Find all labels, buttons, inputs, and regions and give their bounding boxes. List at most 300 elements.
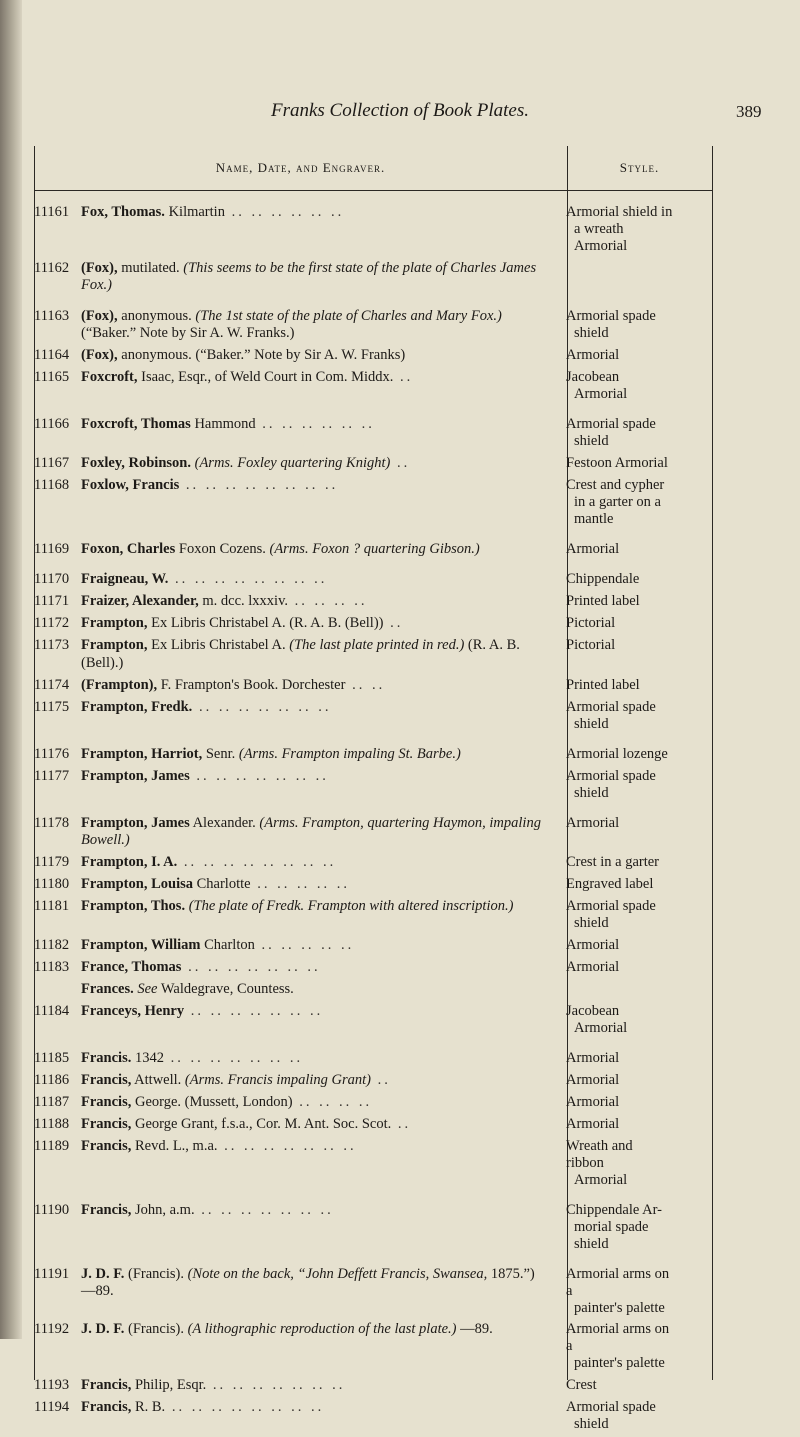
entry-description	[81, 1266, 549, 1317]
table-row	[34, 854, 790, 872]
column-header-style: Style.	[619, 160, 660, 175]
entry-name: Frampton, James	[81, 814, 190, 831]
entry-description	[81, 1003, 549, 1037]
leader-dots: .. .. .. .. .. .. ..	[217, 1137, 357, 1154]
style-line: Armorial	[566, 1115, 620, 1132]
entry-style	[549, 1399, 674, 1433]
entry-text: Ex Libris Christabel A. (R. A. B. (Bell))	[147, 615, 384, 631]
entry-number	[34, 981, 81, 999]
entry-style	[549, 455, 674, 473]
entry-note: (Arms. Frampton, quartering Haymon, impaling Bowell.)	[81, 814, 541, 848]
entry-description	[81, 593, 549, 611]
entry-style	[549, 308, 674, 343]
leader-dots: .. .. .. .. .. .. ..	[189, 767, 329, 784]
entry-number: 11162	[34, 259, 70, 276]
entry-description	[81, 898, 549, 932]
entry-number: 11172	[34, 615, 70, 631]
entry-style	[549, 615, 674, 633]
entry-text: m. dcc. lxxxiv.	[198, 593, 288, 609]
entry-name: J. D. F.	[81, 1265, 125, 1282]
entry-style	[549, 937, 674, 955]
style-line: Jacobean	[566, 1002, 620, 1019]
style-line: Armorial	[566, 347, 620, 363]
entry-style	[549, 260, 674, 295]
entry-description	[81, 1050, 549, 1068]
style-line: Wreath and ribbon	[566, 1137, 633, 1171]
entry-description	[81, 959, 549, 977]
table-row	[34, 593, 790, 611]
style-line: Armorial lozenge	[566, 745, 668, 762]
entry-note: (Note on the back, “John Deffett Francis, Swansea,	[187, 1265, 488, 1282]
style-line: Printed label	[566, 676, 640, 693]
entry-text: John, a.m.	[131, 1201, 195, 1218]
style-line: Chippendale	[566, 571, 640, 587]
entry-number: 11170	[34, 571, 70, 587]
table-row	[34, 699, 790, 733]
entry-rest: 1875.”) —89.	[81, 1265, 535, 1299]
entry-text: Attwell.	[131, 1071, 185, 1088]
entry-number: 11184	[34, 1002, 70, 1019]
entry-description	[81, 615, 549, 633]
table-row	[34, 204, 790, 255]
entry-text: George. (Mussett, London)	[131, 1093, 293, 1110]
style-line: Armorial	[574, 238, 628, 254]
entry-number: 11177	[34, 767, 70, 784]
entry-description	[81, 876, 549, 894]
entry-text: Philip, Esqr.	[131, 1376, 207, 1393]
entry-number: 11180	[34, 876, 70, 892]
entry-text: Hammond	[190, 416, 256, 432]
leader-dots: .. .. .. .. .. .. .. ..	[179, 476, 339, 493]
entry-description	[81, 637, 549, 672]
entry-style	[549, 593, 674, 611]
entry-text: George Grant, f.s.a., Cor. M. Ant. Soc. Scot.	[131, 1115, 392, 1132]
entry-name: Foxley, Robinson.	[81, 454, 191, 471]
leader-dots: ..	[393, 369, 414, 385]
header-rule-left	[34, 190, 567, 191]
leader-dots: .. .. .. ..	[288, 593, 368, 609]
entry-style	[549, 981, 674, 999]
entry-style	[549, 1266, 674, 1317]
entry-number: 11194	[34, 1398, 70, 1415]
style-line: in a garter on a	[574, 493, 661, 510]
entry-style	[549, 541, 674, 559]
entry-number: 11181	[34, 898, 70, 914]
entry-name: Frampton, Louisa	[81, 876, 193, 892]
table-row	[34, 815, 790, 850]
entry-name: (Fox),	[81, 347, 118, 363]
style-line: mantle	[574, 510, 614, 527]
entry-style	[549, 854, 674, 872]
leader-dots: .. .. .. .. .. .. .. ..	[177, 854, 337, 870]
entry-number: 11189	[34, 1137, 70, 1154]
entry-text: Senr.	[202, 745, 239, 762]
style-line: Armorial	[574, 1019, 628, 1036]
entry-description	[81, 571, 549, 589]
entry-style	[549, 477, 674, 528]
table-row	[34, 981, 790, 999]
entry-description	[81, 1202, 549, 1253]
leader-dots: .. .. .. .. .. .. ..	[194, 1201, 334, 1218]
entry-description	[81, 768, 549, 802]
table-row	[34, 1377, 790, 1395]
entry-name: Francis,	[81, 1376, 132, 1393]
entry-number: 11182	[34, 936, 70, 953]
entry-number: 11166	[34, 416, 70, 432]
entry-name: (Fox),	[81, 259, 118, 276]
entry-rest: Waldegrave, Countess.	[157, 980, 294, 997]
leader-dots: .. .. .. .. .. .. ..	[206, 1376, 346, 1393]
entry-note: (Arms. Francis impaling Grant)	[184, 1071, 372, 1088]
entry-name: Frampton,	[81, 615, 148, 631]
entry-number: 11190	[34, 1201, 70, 1218]
entry-description	[81, 854, 549, 872]
entry-note: (The last plate printed in red.)	[289, 637, 465, 653]
entry-description	[81, 347, 549, 365]
entry-number: 11191	[34, 1265, 70, 1282]
entry-description	[81, 541, 549, 559]
entry-number: 11164	[34, 347, 70, 363]
entry-style	[549, 699, 674, 733]
table-row	[34, 369, 790, 403]
entry-name: Francis,	[81, 1201, 132, 1218]
entry-style	[549, 1003, 674, 1037]
entry-name: J. D. F.	[81, 1321, 125, 1337]
style-line: shield	[574, 915, 609, 931]
entry-text: (Francis).	[124, 1321, 188, 1337]
entry-note: See	[137, 980, 158, 997]
table-row	[34, 308, 790, 343]
leader-dots: .. .. .. ..	[292, 1093, 373, 1110]
style-line: Armorial arms on a	[566, 1321, 670, 1354]
entry-name: France, Thomas	[81, 958, 182, 975]
style-line: Armorial	[566, 936, 620, 953]
table-row	[34, 1321, 790, 1372]
entry-text: anonymous. (“Baker.” Note by Sir A. W. Franks)	[117, 347, 406, 363]
entry-name: Frances.	[81, 980, 134, 997]
entry-style	[549, 571, 674, 589]
leader-dots: ..	[390, 454, 411, 471]
style-line: Armorial	[566, 1049, 620, 1066]
table-row	[34, 260, 790, 295]
entry-text: Charlotte	[193, 876, 251, 892]
entry-style	[549, 898, 674, 932]
table-row	[34, 1003, 790, 1037]
entry-number: 11173	[34, 637, 70, 653]
entry-text: Revd. L., m.a.	[131, 1137, 218, 1154]
entry-number: 11175	[34, 698, 70, 715]
leader-dots: .. .. .. .. .. .. .. ..	[168, 571, 328, 587]
leader-dots: ..	[391, 1115, 412, 1132]
entry-description	[81, 699, 549, 733]
style-line: a wreath	[574, 221, 624, 237]
table-row	[34, 898, 790, 932]
style-line: shield	[574, 784, 609, 801]
entry-name: Frampton,	[81, 637, 148, 653]
entry-number: 11187	[34, 1093, 70, 1110]
style-line: shield	[574, 433, 609, 449]
entry-rest: —89.	[456, 1321, 493, 1337]
entry-text: 1342	[131, 1049, 164, 1066]
entry-text: Charlton	[200, 936, 255, 953]
entry-name: Frampton, William	[81, 936, 201, 953]
entry-text: anonymous.	[117, 307, 196, 324]
entry-number: 11176	[34, 745, 70, 762]
entry-text: Isaac, Esqr., of Weld Court in Com. Middx.	[137, 369, 394, 385]
style-line: Armorial	[566, 540, 620, 557]
style-line: Festoon Armorial	[566, 454, 668, 471]
style-line: Armorial	[566, 958, 620, 975]
entry-number: 11192	[34, 1321, 70, 1337]
entry-style	[549, 1050, 674, 1068]
entry-number: 11188	[34, 1115, 70, 1132]
entry-note: (Arms. Foxon ? quartering Gibson.)	[269, 540, 480, 557]
entry-note: (The 1st state of the plate of Charles and Mary Fox.)	[195, 307, 502, 324]
entry-description	[81, 1094, 549, 1112]
entry-note: (This seems to be the first state of the plate of Charles James Fox.)	[81, 259, 537, 293]
leader-dots: .. .. .. .. .. .. ..	[163, 1049, 304, 1066]
style-line: Armorial	[566, 1071, 620, 1088]
entry-description	[81, 204, 549, 255]
entry-style	[549, 416, 674, 450]
entry-style	[549, 637, 674, 672]
table-row	[34, 1050, 790, 1068]
style-line: Chippendale Ar-	[566, 1201, 662, 1218]
entry-number: 11178	[34, 814, 70, 831]
style-line: Pictorial	[566, 615, 616, 631]
style-line: Armorial spade	[566, 1398, 656, 1415]
entry-number: 11193	[34, 1376, 70, 1393]
style-line: Armorial spade	[566, 307, 656, 324]
leader-dots: .. .. .. .. .. .. ..	[192, 698, 332, 715]
entry-description	[81, 677, 549, 695]
book-spine-shadow	[0, 0, 22, 1339]
style-line: Crest in a garter	[566, 854, 660, 870]
entry-style	[549, 1072, 674, 1090]
entry-description	[81, 455, 549, 473]
style-line: Crest	[566, 1376, 597, 1393]
entry-text: Kilmartin	[164, 204, 225, 220]
entry-number: 11165	[34, 369, 70, 385]
entry-description	[81, 937, 549, 955]
entry-description	[81, 1399, 549, 1433]
style-line: painter's palette	[574, 1299, 665, 1316]
header-rule-right	[567, 190, 712, 191]
style-line: Armorial arms on a	[566, 1265, 670, 1299]
style-line: Armorial	[566, 1093, 620, 1110]
entry-number: 11179	[34, 854, 70, 870]
leader-dots: .. .. .. .. .. .. ..	[181, 958, 321, 975]
entry-description	[81, 1138, 549, 1189]
table-row	[34, 477, 790, 528]
entry-description	[81, 1116, 549, 1134]
leader-dots: .. ..	[345, 676, 386, 693]
style-line: Armorial spade	[566, 416, 656, 432]
entry-text: F. Frampton's Book. Dorchester	[157, 676, 346, 693]
style-line: shield	[574, 1235, 609, 1252]
entry-number: 11185	[34, 1049, 70, 1066]
entry-name: Francis,	[81, 1093, 132, 1110]
entry-style	[549, 815, 674, 850]
entry-note: (Arms. Foxley quartering Knight)	[194, 454, 391, 471]
table-row	[34, 768, 790, 802]
page-number: 389	[736, 102, 762, 121]
entry-number: 11163	[34, 307, 70, 324]
entry-style	[549, 1138, 674, 1189]
running-header	[0, 100, 800, 130]
entry-style	[549, 959, 674, 977]
entry-style	[549, 876, 674, 894]
entry-number: 11167	[34, 454, 70, 471]
entry-number: 11174	[34, 676, 70, 693]
leader-dots: .. .. .. .. .. ..	[224, 204, 345, 220]
entry-text: mutilated.	[117, 259, 184, 276]
style-line: Armorial spade	[566, 767, 656, 784]
entry-style	[549, 347, 674, 365]
entry-description	[81, 1072, 549, 1090]
style-line: painter's palette	[574, 1355, 665, 1371]
entry-text: (Francis).	[124, 1265, 188, 1282]
entry-rest: (“Baker.” Note by Sir A. W. Franks.)	[81, 325, 295, 341]
style-line: Armorial shield in	[566, 204, 673, 220]
entry-style	[549, 677, 674, 695]
entry-style	[549, 1377, 674, 1395]
entry-name: Francis,	[81, 1071, 132, 1088]
table-row	[34, 959, 790, 977]
entry-number: 11186	[34, 1071, 70, 1088]
table-row	[34, 1094, 790, 1112]
entry-style	[549, 1202, 674, 1253]
entry-note: (Arms. Frampton impaling St. Barbe.)	[238, 745, 461, 762]
table-row	[34, 416, 790, 450]
style-line: shield	[574, 715, 609, 732]
table-row	[34, 937, 790, 955]
entry-style	[549, 768, 674, 802]
entry-name: Frampton, Harriot,	[81, 745, 203, 762]
entry-description	[81, 260, 549, 295]
style-line: Printed label	[566, 593, 640, 609]
entry-name: Francis.	[81, 1049, 132, 1066]
style-line: shield	[574, 324, 609, 341]
entry-text: R. B.	[131, 1398, 166, 1415]
entry-name: Fraigneau, W.	[81, 571, 169, 587]
leader-dots: .. .. .. .. ..	[250, 876, 350, 892]
leader-dots: .. .. .. .. .. .. .. ..	[165, 1398, 325, 1415]
entry-description	[81, 981, 549, 999]
entry-note: (The plate of Fredk. Frampton with altered inscription.)	[188, 898, 514, 914]
entry-note: (A lithographic reproduction of the last plate.)	[187, 1321, 457, 1337]
entry-name: Francis,	[81, 1115, 132, 1132]
leader-dots: .. .. .. .. ..	[254, 936, 355, 953]
table-row	[34, 347, 790, 365]
style-line: Armorial	[574, 386, 628, 402]
style-line: Armorial spade	[566, 898, 656, 914]
entry-text: Ex Libris Christabel A.	[147, 637, 290, 653]
leader-dots: ..	[371, 1071, 391, 1088]
entry-number: 11171	[34, 593, 70, 609]
entry-name: (Frampton),	[81, 676, 158, 693]
table-row	[34, 746, 790, 764]
table-row	[34, 1202, 790, 1253]
entry-style	[549, 1094, 674, 1112]
style-line: morial spade	[574, 1218, 649, 1235]
entry-name: Frampton, Fredk.	[81, 698, 193, 715]
entry-name: Frampton, James	[81, 767, 190, 784]
style-line: Armorial	[566, 814, 620, 831]
style-line: Engraved label	[566, 876, 654, 892]
table-row	[34, 677, 790, 695]
entry-name: (Fox),	[81, 307, 118, 324]
entry-number: 11169	[34, 540, 70, 557]
table-row	[34, 615, 790, 633]
entry-name: Foxlow, Francis	[81, 476, 180, 493]
leader-dots: ..	[383, 615, 404, 631]
entry-name: Frampton, Thos.	[81, 898, 186, 914]
style-line: Crest and cypher	[566, 476, 665, 493]
leader-dots: .. .. .. .. .. .. ..	[184, 1002, 324, 1019]
table-row	[34, 1399, 790, 1433]
entry-description	[81, 308, 549, 343]
table-row	[34, 1116, 790, 1134]
style-line: Pictorial	[566, 637, 616, 653]
entry-description	[81, 416, 549, 450]
table-row	[34, 1266, 790, 1317]
running-title: Franks Collection of Book Plates.	[270, 100, 530, 121]
table-row	[34, 637, 790, 672]
entry-style	[549, 1321, 674, 1372]
entry-name: Francis,	[81, 1137, 132, 1154]
entry-rest: (R. A. B. (Bell).)	[81, 637, 520, 671]
table-row	[34, 571, 790, 589]
entry-name: Fox, Thomas.	[81, 204, 165, 220]
entry-text: Foxon Cozens.	[175, 540, 270, 557]
entry-description	[81, 815, 549, 850]
leader-dots: .. .. .. .. .. ..	[255, 416, 375, 432]
table-row	[34, 1072, 790, 1090]
entry-name: Frampton, I. A.	[81, 854, 178, 870]
entry-number: 11168	[34, 476, 70, 493]
entry-description	[81, 746, 549, 764]
entry-name: Foxcroft,	[81, 369, 138, 385]
entry-name: Francis,	[81, 1398, 132, 1415]
entry-style	[549, 1116, 674, 1134]
style-line: Jacobean	[566, 369, 620, 385]
style-line: shield	[574, 1415, 609, 1432]
style-line: Armorial spade	[566, 698, 656, 715]
entry-name: Fraizer, Alexander,	[81, 593, 199, 609]
column-header-name: Name, Date, and Engraver.	[215, 160, 386, 175]
entry-style	[549, 204, 674, 255]
table-row	[34, 1138, 790, 1189]
entry-text: Alexander.	[189, 814, 260, 831]
entry-name: Foxon, Charles	[81, 540, 176, 557]
table-row	[34, 541, 790, 559]
style-line: Armorial	[574, 1171, 628, 1188]
table-row	[34, 455, 790, 473]
entry-list	[34, 204, 790, 1437]
entry-name: Franceys, Henry	[81, 1002, 185, 1019]
entry-style	[549, 369, 674, 403]
table-row	[34, 876, 790, 894]
entry-number: 11161	[34, 204, 70, 220]
entry-name: Foxcroft, Thomas	[81, 416, 191, 432]
entry-description	[81, 477, 549, 528]
entry-number: 11183	[34, 958, 70, 975]
entry-style	[549, 746, 674, 764]
entry-description	[81, 1377, 549, 1395]
entry-description	[81, 1321, 549, 1372]
entry-description	[81, 369, 549, 403]
